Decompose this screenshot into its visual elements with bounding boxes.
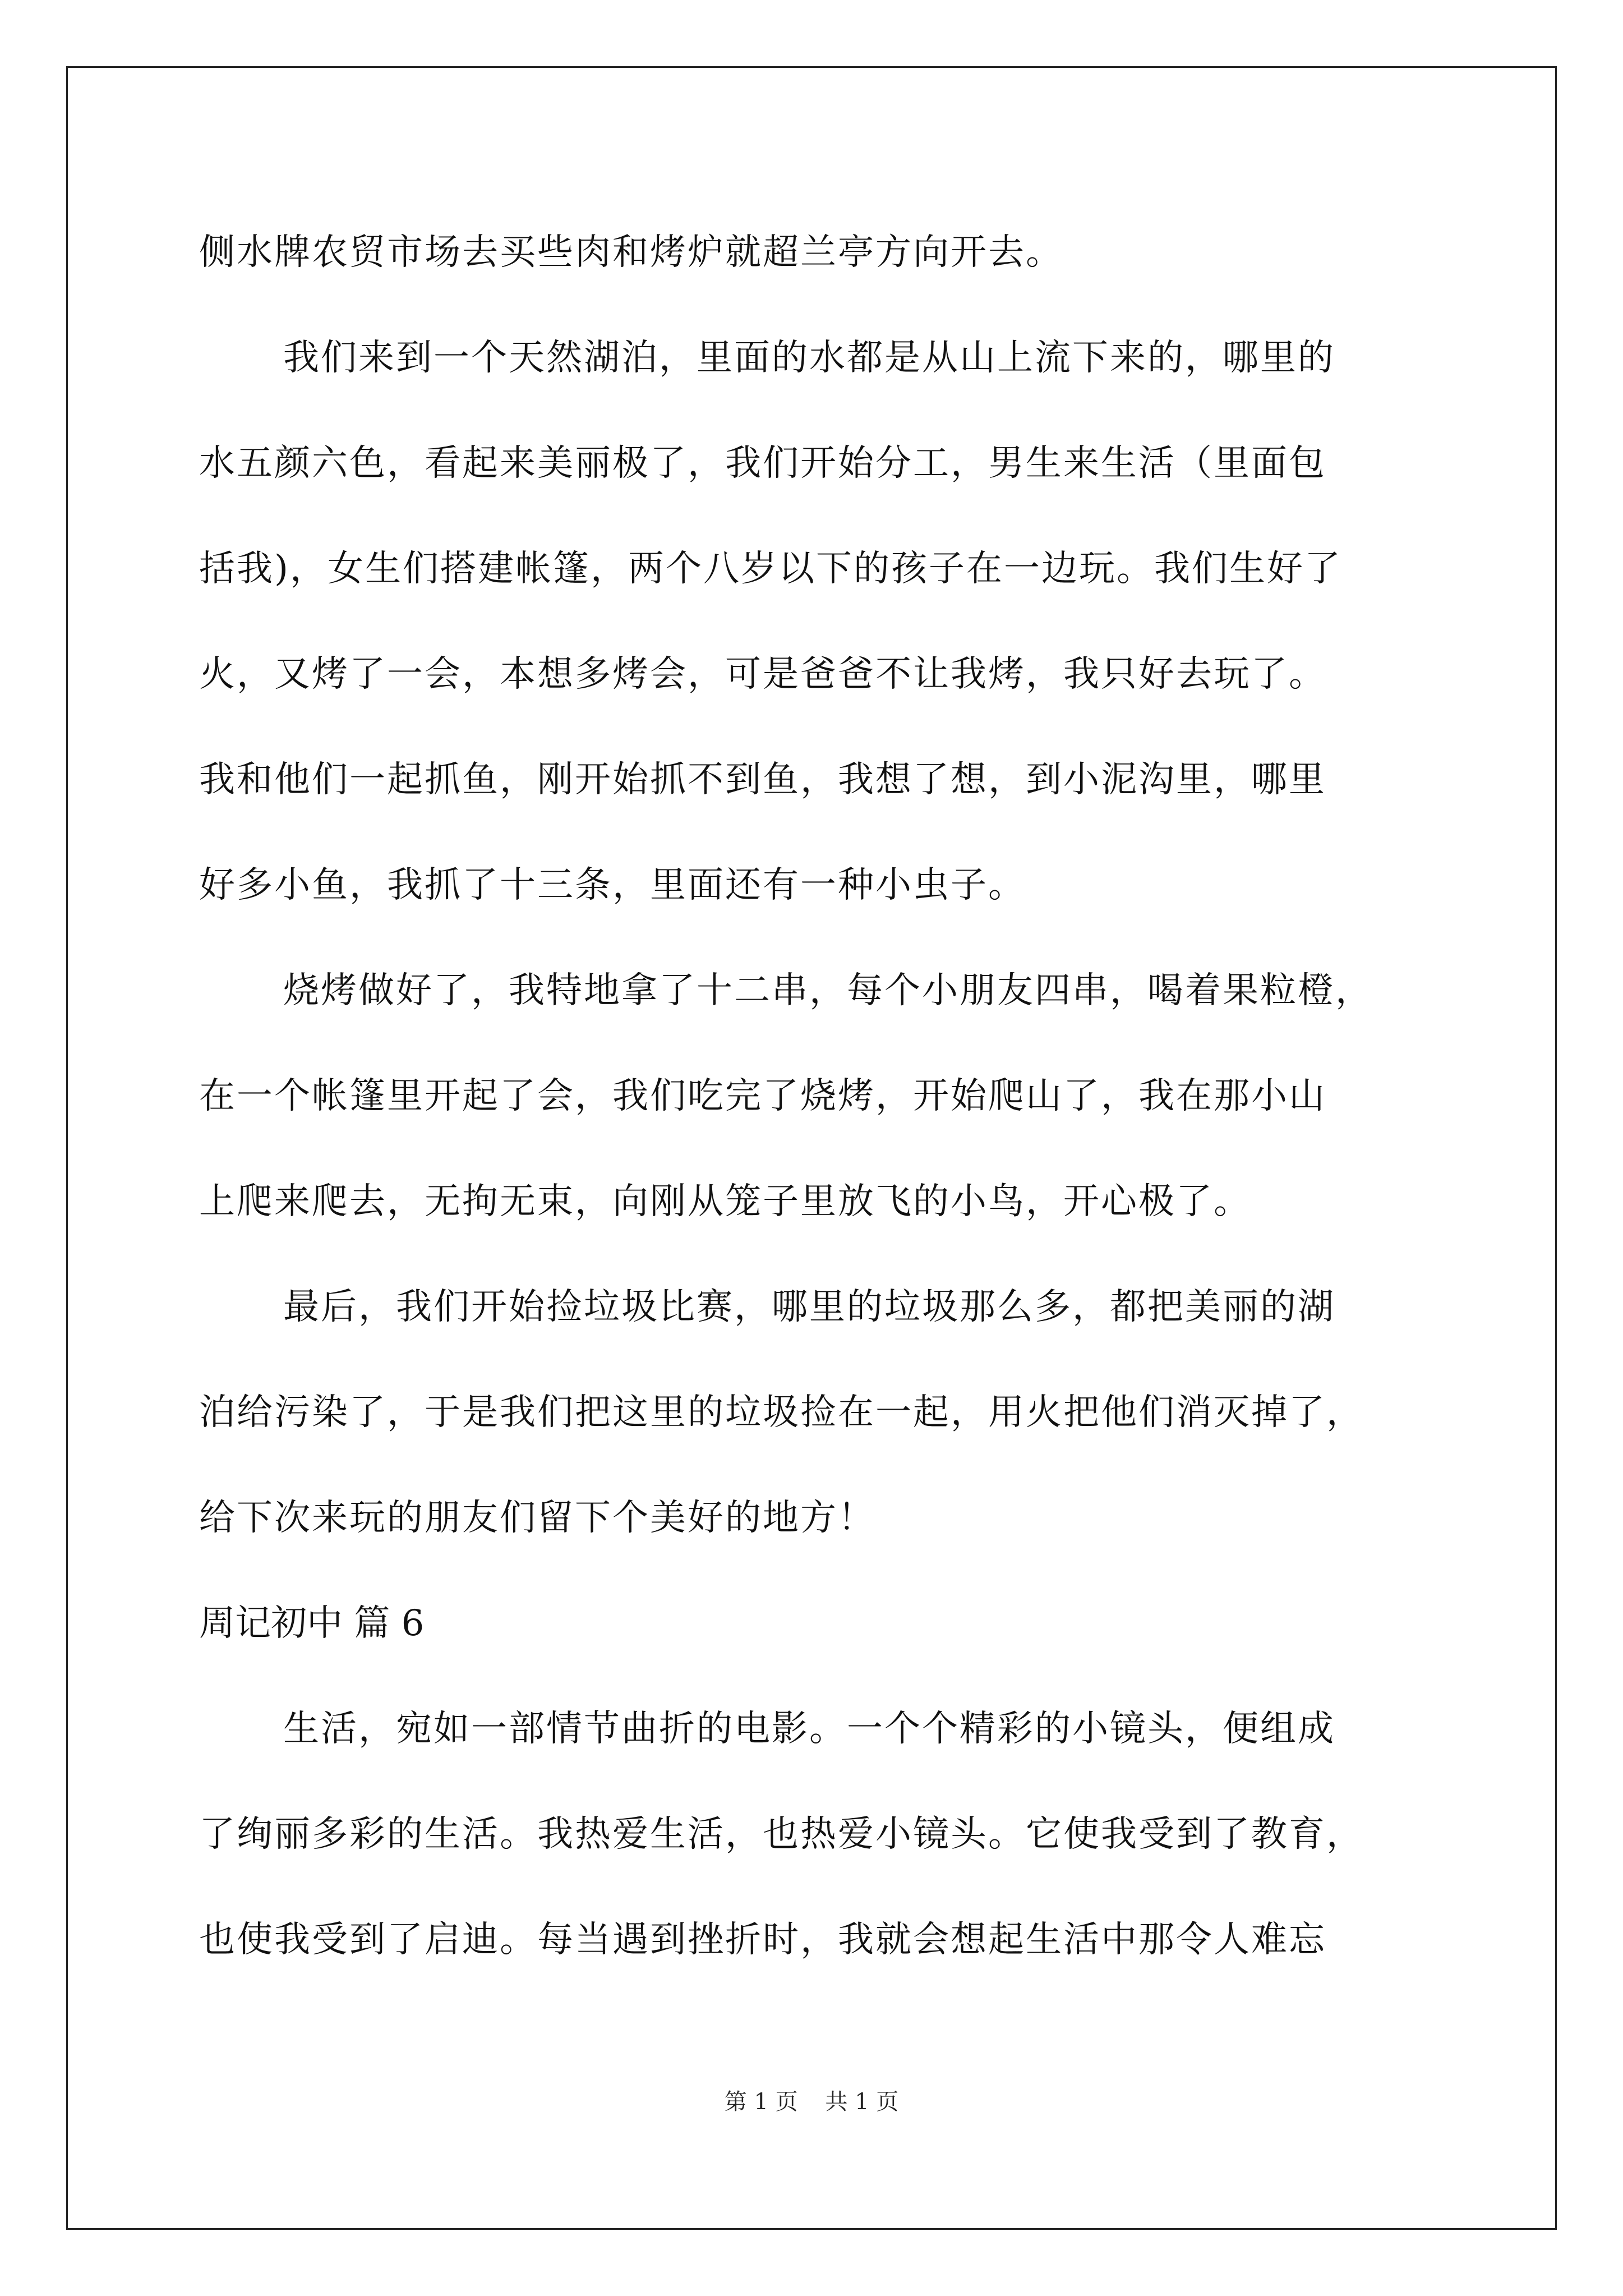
paragraph-line: 我和他们一起抓鱼，刚开始抓不到鱼，我想了想，到小泥沟里，哪里 (199, 759, 1326, 800)
paragraph-line: 上爬来爬去，无拘无束，向刚从笼子里放飞的小鸟，开心极了。 (199, 1181, 1251, 1222)
paragraph-line: 了绚丽多彩的生活。我热爱生活，也热爱小镜头。它使我受到了教育， (199, 1814, 1364, 1855)
page-number-current: 第 1 页 (724, 2089, 798, 2115)
paragraph-line: 生活，宛如一部情节曲折的电影。一个个精彩的小镜头，便组成 (283, 1708, 1335, 1750)
page-number-total: 共 1 页 (825, 2089, 899, 2115)
document-body (199, 200, 1433, 1993)
section-heading: 周记初中 篇 6 (199, 1603, 425, 1644)
paragraph-line: 泊给污染了，于是我们把这里的垃圾捡在一起，用火把他们消灭掉了， (199, 1392, 1364, 1433)
paragraph-line: 侧水牌农贸市场去买些肉和烤炉就超兰亭方向开去。 (199, 232, 1063, 273)
paragraph-line: 给下次来玩的朋友们留下个美好的地方！ (199, 1497, 875, 1539)
paragraph-line: 烧烤做好了，我特地拿了十二串，每个小朋友四串，喝着果粒橙， (283, 970, 1373, 1011)
paragraph-line: 最后，我们开始捡垃圾比赛，哪里的垃圾那么多，都把美丽的湖 (283, 1286, 1335, 1328)
paragraph-line: 水五颜六色，看起来美丽极了，我们开始分工，男生来生活（里面包 (199, 443, 1326, 484)
paragraph-line: 火，又烤了一会，本想多烤会，可是爸爸不让我烤，我只好去玩了。 (199, 654, 1326, 695)
paragraph-line: 也使我受到了启迪。每当遇到挫折时，我就会想起生活中那令人难忘 (199, 1919, 1326, 1961)
paragraph-line: 在一个帐篷里开起了会，我们吃完了烧烤，开始爬山了，我在那小山 (199, 1075, 1326, 1117)
paragraph-line: 我们来到一个天然湖泊，里面的水都是从山上流下来的，哪里的 (283, 337, 1335, 379)
paragraph-line: 好多小鱼，我抓了十三条，里面还有一种小虫子。 (199, 864, 1026, 906)
page-footer (0, 2088, 1623, 2116)
paragraph-line: 括我)，女生们搭建帐篷，两个八岁以下的孩子在一边玩。我们生好了 (199, 548, 1342, 590)
